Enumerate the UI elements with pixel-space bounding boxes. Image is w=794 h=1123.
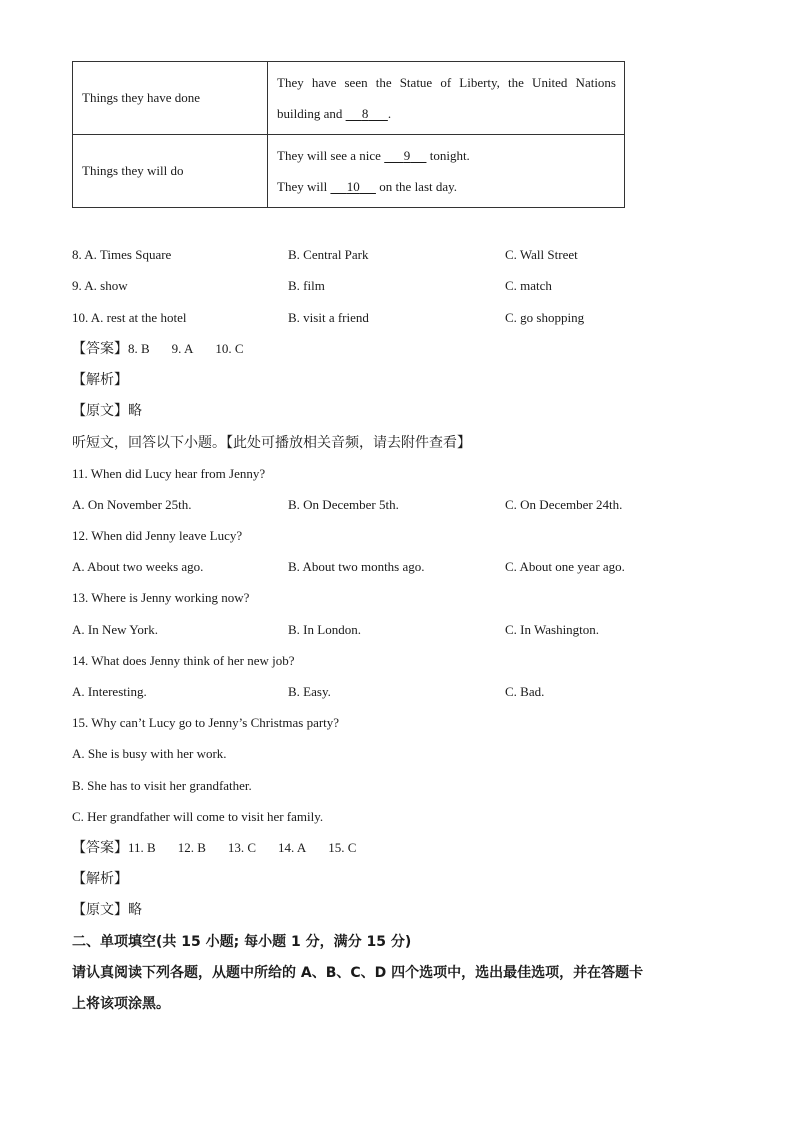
question-12: 12. When did Jenny leave Lucy? xyxy=(72,528,243,543)
text-segment: They will xyxy=(277,179,331,194)
row-label: Things they will do xyxy=(73,135,268,208)
analysis-heading: 【解析】 xyxy=(72,372,128,388)
blank-number: 9 xyxy=(403,148,411,163)
text-segment: tonight. xyxy=(426,148,470,163)
answer-item: 9. A xyxy=(171,341,194,356)
option-a: 10. A. rest at the hotel xyxy=(72,310,187,325)
text-segment: They will see a nice xyxy=(277,148,385,163)
answer-line xyxy=(72,839,378,857)
options-q8 xyxy=(72,246,752,264)
option-c: C. match xyxy=(505,278,552,293)
option-c: C. Wall Street xyxy=(505,247,578,262)
row-content xyxy=(268,62,625,135)
answer-item: 13. C xyxy=(227,840,257,855)
analysis-heading: 【解析】 xyxy=(72,871,128,887)
row-line xyxy=(277,140,616,171)
option-c: C. go shopping xyxy=(505,310,585,325)
info-table xyxy=(72,61,625,208)
options-q13 xyxy=(72,621,752,639)
listening-instruction: 听短文，回答以下小题。【此处可播放相关音频，请去附件查看】 xyxy=(72,435,471,451)
answer-item: 15. C xyxy=(328,840,357,855)
option-a: A. Interesting. xyxy=(72,684,147,699)
options-q10 xyxy=(72,309,752,327)
option-c: C. On December 24th. xyxy=(505,497,623,512)
text-segment: on the last day. xyxy=(375,179,458,194)
option-a: A. In New York. xyxy=(72,622,158,637)
option-b: B. visit a friend xyxy=(288,310,369,325)
option-a: A. On November 25th. xyxy=(72,497,192,512)
row-content xyxy=(268,135,625,208)
row-line xyxy=(277,171,616,202)
answer-item: 14. A xyxy=(278,840,307,855)
option-a: A. About two weeks ago. xyxy=(72,559,204,574)
question-11: 11. When did Lucy hear from Jenny? xyxy=(72,466,266,481)
blank-9 xyxy=(384,140,426,171)
options-q12 xyxy=(72,558,752,576)
blank-10 xyxy=(330,171,376,202)
option-b: B. In London. xyxy=(288,622,361,637)
option-c: C. About one year ago. xyxy=(505,559,625,574)
options-q14 xyxy=(72,683,752,701)
blank-number: 8 xyxy=(361,106,369,121)
option-b: B. On December 5th. xyxy=(288,497,399,512)
question-15: 15. Why can’t Lucy go to Jenny’s Christmas party? xyxy=(72,715,340,730)
table-row xyxy=(73,135,625,208)
answer-item: 12. B xyxy=(177,840,206,855)
row-line xyxy=(277,98,616,129)
options-q9 xyxy=(72,277,752,295)
option-b: B. She has to visit her grandfather. xyxy=(72,778,252,793)
question-14: 14. What does Jenny think of her new job? xyxy=(72,653,295,668)
answer-line xyxy=(72,340,266,358)
text-segment: building and xyxy=(277,106,346,121)
row-line: They have seen the Statue of Liberty, the United Nations xyxy=(277,75,616,90)
row-label: Things they have done xyxy=(73,62,268,135)
answer-item: 11. B xyxy=(128,840,156,855)
option-b: B. Central Park xyxy=(288,247,369,262)
section-instruction: 请认真阅读下列各题，从题中所给的 A、B、C、D 四个选项中，选出最佳选项，并在答题卡 xyxy=(72,965,644,981)
blank-8 xyxy=(346,98,388,129)
answer-tag: 【答案】 xyxy=(72,341,128,357)
option-a: A. She is busy with her work. xyxy=(72,746,227,761)
options-q11 xyxy=(72,496,752,514)
option-b: B. Easy. xyxy=(288,684,331,699)
answer-item: 10. C xyxy=(215,341,244,356)
table-row xyxy=(73,62,625,135)
blank-number: 10 xyxy=(346,179,360,194)
original-text-note: 【原文】略 xyxy=(72,403,142,419)
option-c: C. In Washington. xyxy=(505,622,600,637)
section-title: 二、单项填空(共 15 小题; 每小题 1 分，满分 15 分) xyxy=(72,934,412,950)
answer-item: 8. B xyxy=(128,341,150,356)
original-text-note: 【原文】略 xyxy=(72,902,142,918)
option-c: C. Bad. xyxy=(505,684,545,699)
option-a: 8. A. Times Square xyxy=(72,247,172,262)
question-13: 13. Where is Jenny working now? xyxy=(72,590,250,605)
option-a: 9. A. show xyxy=(72,278,128,293)
text-segment: . xyxy=(387,106,392,121)
option-b: B. About two months ago. xyxy=(288,559,425,574)
option-c: C. Her grandfather will come to visit her family. xyxy=(72,809,324,824)
section-instruction: 上将该项涂黑。 xyxy=(72,996,170,1012)
answer-tag: 【答案】 xyxy=(72,840,128,856)
option-b: B. film xyxy=(288,278,325,293)
